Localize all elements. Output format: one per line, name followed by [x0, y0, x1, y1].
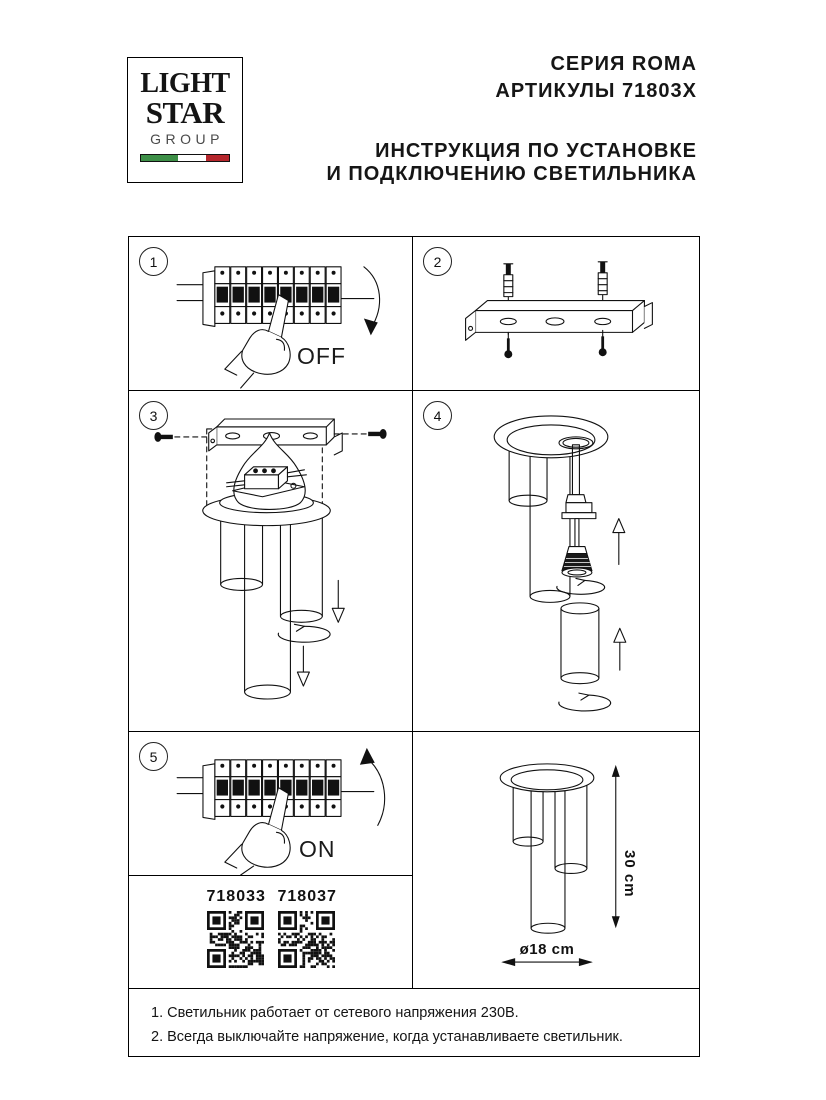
instruction-title-line2: И ПОДКЛЮЧЕНИЮ СВЕТИЛЬНИКА	[326, 163, 697, 185]
lift-up-arrow-1	[613, 519, 625, 565]
height-dimension-line	[612, 765, 620, 928]
step-4-badge: 4	[423, 401, 452, 430]
circuit-breaker-off-drawing	[129, 237, 412, 390]
rotate-arrow-2	[559, 693, 611, 711]
series-title: СЕРИЯ ROMA	[550, 53, 697, 75]
screw-right	[599, 330, 607, 356]
on-label: ON	[299, 836, 336, 862]
step-1-badge: 1	[139, 247, 168, 276]
logo-word-light: LIGHT	[140, 68, 230, 99]
rotate-arrow	[278, 624, 330, 642]
bulb-installation-drawing	[413, 391, 699, 731]
lamp-shades	[509, 449, 570, 603]
turn-on-arrow-icon	[360, 748, 385, 825]
circuit-breaker-on-drawing	[129, 732, 412, 875]
dimensions-panel	[413, 732, 699, 989]
article-code: 718037	[277, 888, 337, 905]
instruction-title-line1: ИНСТРУКЦИЯ ПО УСТАНОВКЕ	[375, 140, 697, 162]
bracket	[466, 301, 653, 341]
step-2-panel	[413, 237, 699, 391]
lightstar-logo	[127, 57, 243, 183]
step-4-panel	[413, 391, 699, 732]
off-label: OFF	[297, 343, 346, 369]
turn-off-arrow-icon	[364, 267, 380, 336]
threaded-rod-socket	[562, 445, 596, 547]
canopy	[494, 416, 608, 458]
qr-code-icon	[278, 911, 335, 968]
articles-panel	[129, 876, 413, 989]
note-2: 2. Всегда выключайте напряжение, когда устанавливаете светильник.	[151, 1029, 623, 1045]
articles-title: АРТИКУЛЫ 71803X	[495, 80, 697, 102]
screw-left	[154, 432, 206, 442]
note-1: 1. Светильник работает от сетевого напряжения 230В.	[151, 1005, 519, 1021]
flag-red-segment	[206, 155, 229, 161]
height-dimension-label: 30 cm	[621, 850, 638, 898]
canopy-assembly-drawing	[129, 391, 412, 731]
rotate-arrow-1	[557, 578, 605, 594]
step-3-panel	[129, 391, 413, 732]
article-item	[207, 888, 264, 968]
logo-word-star: STAR	[145, 95, 225, 130]
wall-anchor-left	[504, 264, 513, 297]
article-code: 718033	[206, 888, 266, 905]
slide-down-arrow-2	[297, 646, 309, 686]
wall-anchor-right	[598, 262, 607, 295]
italian-flag-stripe	[140, 154, 230, 162]
gu10-bulb	[562, 547, 592, 577]
logo-word-group: GROUP	[150, 131, 224, 147]
flag-white-segment	[178, 155, 206, 161]
canopy	[500, 764, 594, 792]
article-item	[278, 888, 335, 968]
flag-green-segment	[141, 155, 178, 161]
header-titles	[326, 51, 697, 186]
qr-code-icon	[207, 911, 264, 968]
footer-notes-panel	[129, 989, 699, 1056]
step-5-badge: 5	[139, 742, 168, 771]
diameter-dimension-label: ø18 cm	[519, 941, 575, 958]
diameter-dimension-line	[501, 958, 593, 966]
lamp-shades	[513, 784, 587, 933]
detached-shade	[561, 603, 599, 684]
mounting-bracket-drawing	[413, 237, 699, 390]
step-5-panel	[129, 732, 413, 876]
instruction-table	[128, 236, 700, 1057]
slide-down-arrow-1	[332, 580, 344, 622]
step-1-panel	[129, 237, 413, 391]
step-3-badge: 3	[139, 401, 168, 430]
step-2-badge: 2	[423, 247, 452, 276]
screw-left	[504, 332, 512, 358]
lift-up-arrow-2	[614, 628, 626, 670]
